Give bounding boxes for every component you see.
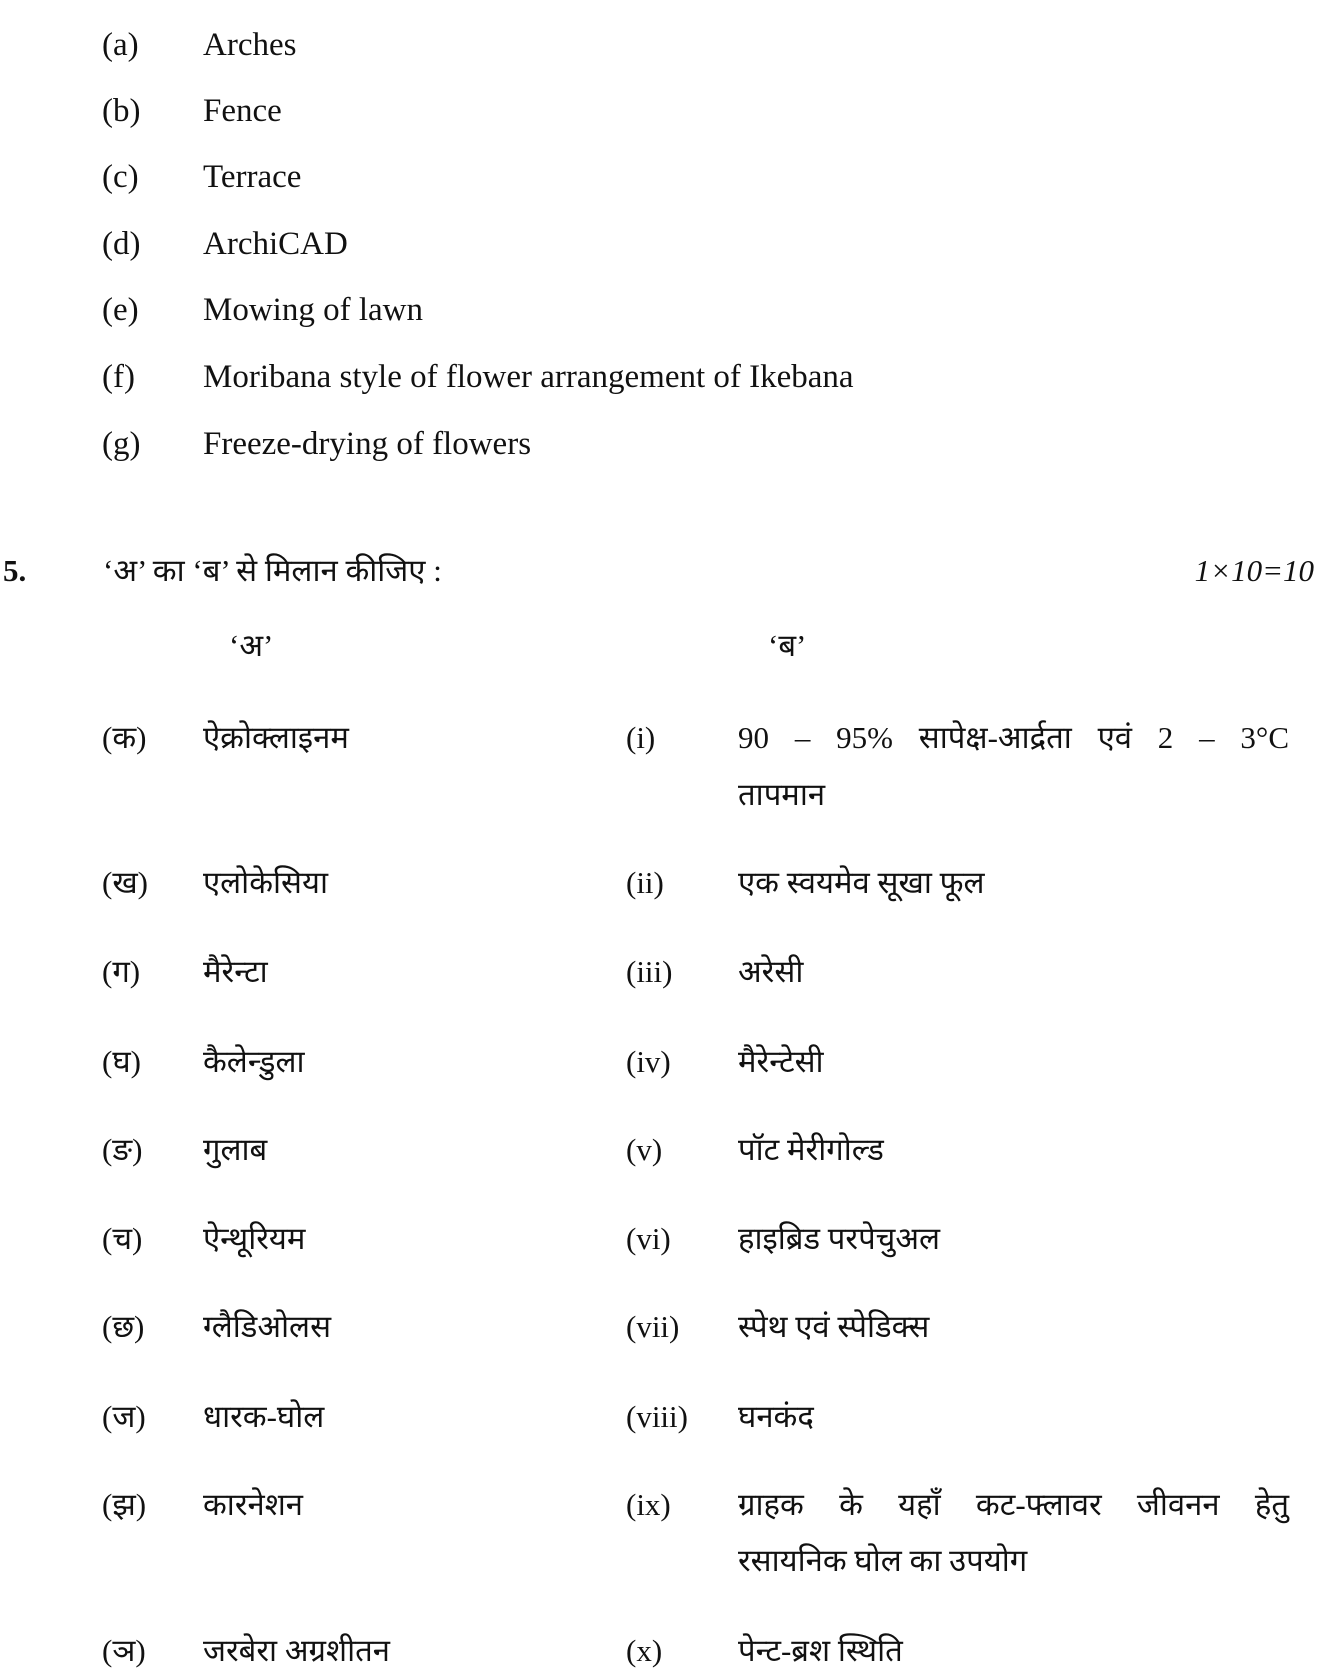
a-label: (ग) [102,954,141,989]
a-text: धारक-घोल [203,1399,325,1434]
a-text: ग्लैडिओलस [203,1309,332,1344]
question-number: 5. [3,553,27,588]
b-label: (vii) [626,1309,680,1344]
b-label: (i) [626,720,656,755]
b-text-line1: ग्राहक के यहाँ कट-फ्लावर जीवनन हेतु [738,1487,1289,1522]
b-label: (iv) [626,1044,671,1079]
a-text: गुलाब [203,1132,268,1167]
a-text: एलोकेसिया [203,865,328,900]
item-label: (b) [102,93,141,129]
b-text: अरेसी [738,954,804,989]
column-b-header: ‘ब’ [768,628,807,663]
item-label: (e) [102,292,139,328]
b-label: (ii) [626,865,664,900]
item-text: Mowing of lawn [203,292,423,328]
question-instruction: ‘अ’ का ‘ब’ से मिलान कीजिए : [103,553,442,588]
a-label: (ञ) [102,1633,146,1668]
a-label: (च) [102,1221,143,1256]
b-label: (x) [626,1633,663,1668]
b-text: मैरेन्टेसी [738,1044,824,1079]
b-label: (vi) [626,1221,671,1256]
item-text: Freeze-drying of flowers [203,426,532,462]
a-text: ऐन्थूरियम [203,1221,306,1256]
b-label: (iii) [626,954,673,989]
a-label: (क) [102,720,147,755]
a-label: (ङ) [102,1132,143,1167]
b-text-line2: तापमान [738,777,826,812]
b-text: घनकंद [738,1399,814,1434]
a-text: कैलेन्डुला [203,1044,305,1079]
b-text: स्पेथ एवं स्पेडिक्स [738,1309,930,1344]
item-text: Arches [203,27,297,63]
item-text: ArchiCAD [203,226,348,262]
a-text: ऐक्रोक्लाइनम [203,720,349,755]
item-label: (f) [102,359,135,395]
a-text: कारनेशन [203,1487,304,1522]
a-label: (ख) [102,865,149,900]
b-text-line1: 90 – 95% सापेक्ष-आर्द्रता एवं 2 – 3°C [738,720,1289,755]
b-text: हाइब्रिड परपेचुअल [738,1221,941,1256]
item-label: (g) [102,426,141,462]
a-label: (घ) [102,1044,141,1079]
a-label: (ज) [102,1399,146,1434]
a-label: (झ) [102,1487,147,1522]
b-text: पेन्ट-ब्रश स्थिति [738,1633,903,1668]
a-text: मैरेन्टा [203,954,268,989]
b-text-line2: रसायनिक घोल का उपयोग [738,1543,1028,1578]
b-text: पॉट मेरीगोल्ड [738,1132,884,1167]
item-text: Terrace [203,159,302,195]
item-text: Fence [203,93,282,129]
column-a-header: ‘अ’ [229,628,274,663]
b-label: (v) [626,1132,663,1167]
question-marks: 1×10=10 [1194,553,1314,588]
b-label: (ix) [626,1487,671,1522]
b-label: (viii) [626,1399,688,1434]
item-label: (d) [102,226,141,262]
a-text: जरबेरा अग्रशीतन [203,1633,390,1668]
item-text: Moribana style of flower arrangement of Ikebana [203,359,854,395]
a-label: (छ) [102,1309,145,1344]
b-text: एक स्वयमेव सूखा फूल [738,865,985,900]
item-label: (c) [102,159,139,195]
item-label: (a) [102,27,139,63]
